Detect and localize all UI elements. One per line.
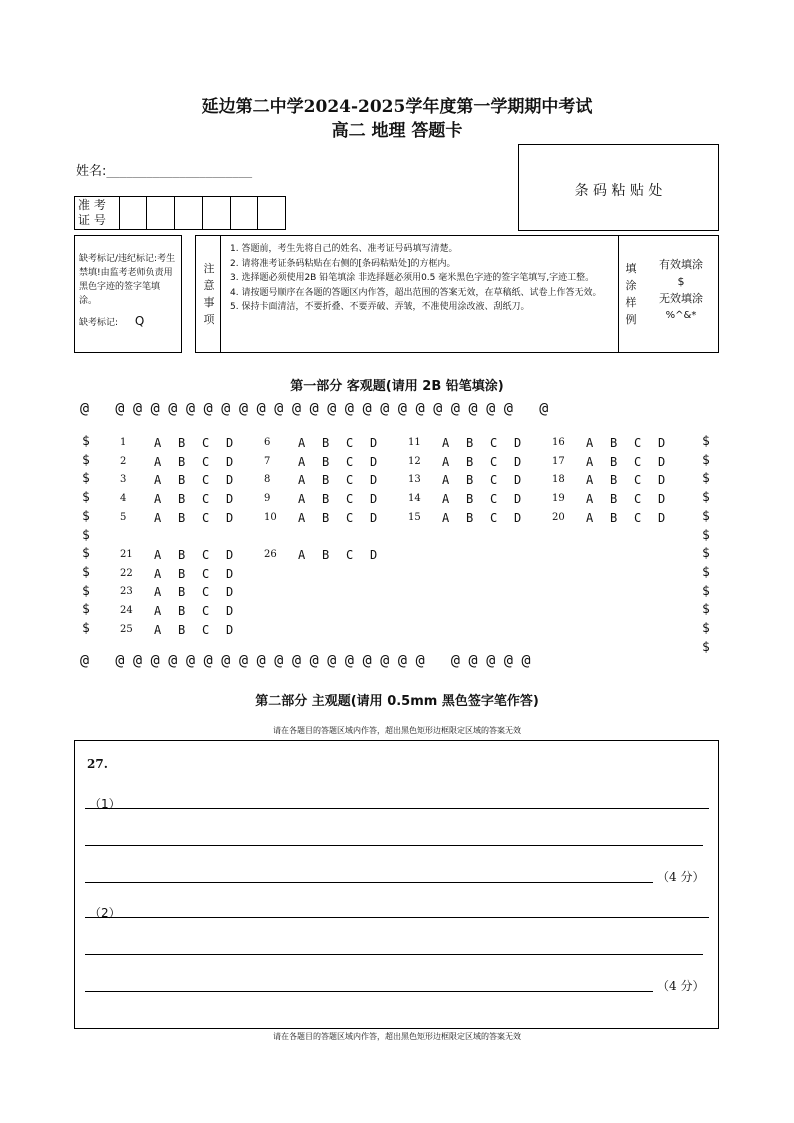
notes-label: 注 意 事 项 bbox=[203, 262, 215, 326]
question-number-16: 16 bbox=[552, 437, 565, 448]
option-21-B[interactable]: B bbox=[178, 548, 186, 562]
side-timing-mark: $ bbox=[702, 546, 710, 562]
option-24-C[interactable]: C bbox=[202, 604, 210, 619]
option-7-B[interactable]: B bbox=[322, 454, 330, 469]
option-10-B[interactable]: B bbox=[322, 510, 330, 525]
option-9-A[interactable]: A bbox=[298, 492, 306, 507]
option-3-C[interactable]: C bbox=[202, 473, 210, 488]
option-5-D[interactable]: D bbox=[226, 510, 234, 525]
exam-id-cell[interactable] bbox=[146, 197, 174, 229]
name-blank: ______________________ bbox=[106, 165, 253, 178]
side-timing-mark: $ bbox=[702, 564, 710, 580]
option-23-B[interactable]: B bbox=[178, 585, 186, 600]
option-14-A[interactable]: A bbox=[442, 492, 450, 507]
side-timing-mark: $ bbox=[82, 583, 90, 599]
side-timing-mark: $ bbox=[82, 434, 90, 449]
side-timing-mark: $ bbox=[702, 621, 710, 636]
side-timing-mark: $ bbox=[702, 602, 710, 618]
question-number-2: 2 bbox=[120, 455, 127, 467]
option-24-B[interactable]: B bbox=[178, 604, 186, 619]
question-number-8: 8 bbox=[264, 474, 271, 486]
option-6-B[interactable]: B bbox=[322, 436, 330, 450]
option-2-B[interactable]: B bbox=[178, 454, 186, 469]
question-number-18: 18 bbox=[552, 474, 565, 486]
score-label-2: （4 分） bbox=[657, 979, 705, 993]
option-4-B[interactable]: B bbox=[178, 492, 186, 507]
option-5-C[interactable]: C bbox=[202, 510, 210, 525]
option-21-C[interactable]: C bbox=[202, 548, 210, 562]
option-16-C[interactable]: C bbox=[634, 436, 642, 450]
question-number-5: 5 bbox=[120, 511, 127, 523]
option-6-C[interactable]: C bbox=[346, 436, 354, 450]
option-8-D[interactable]: D bbox=[370, 473, 378, 488]
side-timing-mark: $ bbox=[702, 508, 710, 524]
option-16-D[interactable]: D bbox=[658, 436, 666, 450]
page-title: 延边第二中学2024-2025学年度第一学期期中考试 bbox=[201, 97, 593, 117]
option-26-C[interactable]: C bbox=[346, 548, 354, 562]
option-18-D[interactable]: D bbox=[658, 473, 666, 488]
option-4-D[interactable]: D bbox=[226, 492, 234, 507]
option-15-A[interactable]: A bbox=[442, 510, 450, 525]
answer-box-27[interactable] bbox=[74, 740, 719, 1029]
side-timing-mark: $ bbox=[82, 471, 90, 487]
timing-marks-top: @ @ @ @ @ @ @ @ @ @ @ @ @ @ @ @ @ @ @ @ @ @ @ @ @ bbox=[80, 399, 549, 417]
invalid-fill-symbols: %^&* bbox=[665, 310, 697, 321]
option-17-B[interactable]: B bbox=[610, 454, 618, 469]
part1-title: 第一部分 客观题(请用 2B 铅笔填涂) bbox=[290, 379, 504, 394]
question-number-6: 6 bbox=[264, 437, 271, 448]
option-25-D[interactable]: D bbox=[226, 622, 234, 637]
option-3-B[interactable]: B bbox=[178, 473, 186, 488]
option-12-C[interactable]: C bbox=[490, 454, 498, 469]
option-23-C[interactable]: C bbox=[202, 585, 210, 600]
exam-id-cell[interactable] bbox=[174, 197, 202, 229]
option-5-B[interactable]: B bbox=[178, 510, 186, 525]
option-12-B[interactable]: B bbox=[466, 454, 474, 469]
option-10-D[interactable]: D bbox=[370, 510, 378, 525]
option-17-A[interactable]: A bbox=[586, 454, 594, 469]
option-2-C[interactable]: C bbox=[202, 454, 210, 469]
option-11-D[interactable]: D bbox=[514, 436, 522, 450]
option-7-C[interactable]: C bbox=[346, 454, 354, 469]
option-16-B[interactable]: B bbox=[610, 436, 618, 450]
option-11-C[interactable]: C bbox=[490, 436, 498, 450]
side-timing-mark: $ bbox=[82, 564, 90, 580]
question-number: 27. bbox=[87, 757, 108, 771]
option-11-B[interactable]: B bbox=[466, 436, 474, 450]
exam-id-cell[interactable] bbox=[119, 197, 147, 229]
option-9-D[interactable]: D bbox=[370, 492, 378, 507]
part2-notice-bottom: 请在各题目的答题区域内作答，超出黑色矩形边框限定区域的答案无效 bbox=[273, 1032, 521, 1041]
option-11-A[interactable]: A bbox=[442, 436, 450, 450]
option-26-D[interactable]: D bbox=[370, 548, 378, 562]
option-26-B[interactable]: B bbox=[322, 548, 330, 562]
side-timing-mark: $ bbox=[702, 434, 710, 449]
exam-id-grid[interactable] bbox=[74, 196, 286, 230]
option-8-B[interactable]: B bbox=[322, 473, 330, 488]
sub-question-1: （1） bbox=[89, 797, 121, 811]
option-16-A[interactable]: A bbox=[586, 436, 594, 450]
option-22-D[interactable]: D bbox=[226, 566, 234, 581]
option-20-C[interactable]: C bbox=[634, 510, 642, 525]
exam-id-label: 准 考 证 号 bbox=[78, 198, 106, 227]
option-4-C[interactable]: C bbox=[202, 492, 210, 507]
absent-instructions: 缺考标记/违纪标记:考生禁填!由监考老师负责用黑色字迹的签字笔填涂。 bbox=[79, 254, 176, 306]
absent-mark-label: 缺考标记: bbox=[79, 318, 119, 328]
option-1-D[interactable]: D bbox=[226, 436, 234, 450]
invalid-fill-label: 无效填涂 bbox=[659, 292, 703, 305]
side-timing-mark: $ bbox=[702, 527, 710, 543]
side-timing-mark: $ bbox=[82, 508, 90, 524]
absent-mark-bubble[interactable]: Q bbox=[134, 314, 145, 328]
option-12-D[interactable]: D bbox=[514, 454, 522, 469]
score-label-1: （4 分） bbox=[657, 870, 705, 884]
option-25-A[interactable]: A bbox=[154, 622, 162, 637]
option-3-A[interactable]: A bbox=[154, 473, 162, 488]
barcode-label: 条 码 粘 贴 处 bbox=[574, 183, 663, 199]
option-23-D[interactable]: D bbox=[226, 585, 234, 600]
part2-notice-top: 请在各题目的答题区域内作答，超出黑色矩形边框限定区域的答案无效 bbox=[273, 726, 521, 735]
question-number-17: 17 bbox=[552, 455, 565, 467]
question-number-23: 23 bbox=[120, 586, 133, 598]
option-26-A[interactable]: A bbox=[298, 548, 306, 562]
option-7-D[interactable]: D bbox=[370, 454, 378, 469]
answer-line[interactable] bbox=[85, 808, 709, 809]
question-number-3: 3 bbox=[120, 474, 127, 486]
option-14-B[interactable]: B bbox=[466, 492, 474, 507]
option-24-D[interactable]: D bbox=[226, 604, 234, 619]
answer-line[interactable] bbox=[85, 954, 703, 955]
option-8-C[interactable]: C bbox=[346, 473, 354, 488]
side-timing-mark: $ bbox=[82, 490, 90, 506]
option-1-B[interactable]: B bbox=[178, 436, 186, 450]
option-22-B[interactable]: B bbox=[178, 566, 186, 581]
side-timing-mark: $ bbox=[82, 546, 90, 562]
timing-marks-bottom: @ @ @ @ @ @ @ @ @ @ @ @ @ @ @ @ @ @ @ @ @ @ @ @ bbox=[80, 651, 531, 669]
option-1-A[interactable]: A bbox=[154, 436, 162, 450]
note-item: 3. 选择题必须使用2B 铅笔填涂 非选择题必须用0.5 毫米黑色字迹的签字笔填写,字迹工整。 bbox=[230, 273, 595, 283]
question-number-25: 25 bbox=[120, 623, 133, 635]
option-18-A[interactable]: A bbox=[586, 473, 594, 488]
option-5-A[interactable]: A bbox=[154, 510, 162, 525]
option-24-A[interactable]: A bbox=[154, 604, 162, 619]
question-number-14: 14 bbox=[408, 493, 421, 505]
option-13-A[interactable]: A bbox=[442, 473, 450, 488]
option-6-D[interactable]: D bbox=[370, 436, 378, 450]
option-19-A[interactable]: A bbox=[586, 492, 594, 507]
sub-question-2: （2） bbox=[89, 906, 121, 920]
question-number-21: 21 bbox=[120, 549, 133, 560]
option-7-A[interactable]: A bbox=[298, 454, 306, 469]
option-3-D[interactable]: D bbox=[226, 473, 234, 488]
fill-sample-label: 填 涂 样 例 bbox=[625, 262, 637, 326]
side-timing-mark: $ bbox=[702, 452, 710, 468]
option-19-D[interactable]: D bbox=[658, 492, 666, 507]
question-number-7: 7 bbox=[264, 455, 271, 467]
note-item: 4. 请按题号顺序在各题的答题区内作答，超出范围的答案无效，在草稿纸、试卷上作答无效。 bbox=[230, 287, 602, 298]
option-20-A[interactable]: A bbox=[586, 510, 594, 525]
side-timing-mark: $ bbox=[82, 452, 90, 468]
question-number-11: 11 bbox=[408, 437, 421, 448]
option-25-B[interactable]: B bbox=[178, 622, 186, 637]
option-12-A[interactable]: A bbox=[442, 454, 450, 469]
option-19-B[interactable]: B bbox=[610, 492, 618, 507]
question-number-26: 26 bbox=[264, 549, 277, 560]
note-item: 5. 保持卡面清洁，不要折叠、不要弄破、弄皱，不准使用涂改液、刮纸刀。 bbox=[230, 302, 530, 312]
question-number-12: 12 bbox=[408, 455, 421, 467]
option-13-D[interactable]: D bbox=[514, 473, 522, 488]
option-19-C[interactable]: C bbox=[634, 492, 642, 507]
option-13-C[interactable]: C bbox=[490, 473, 498, 488]
side-timing-mark: $ bbox=[82, 527, 90, 543]
option-17-C[interactable]: C bbox=[634, 454, 642, 469]
question-number-15: 15 bbox=[408, 511, 421, 523]
option-10-C[interactable]: C bbox=[346, 510, 354, 525]
valid-fill-symbol: $ bbox=[677, 275, 685, 288]
question-number-10: 10 bbox=[264, 511, 277, 523]
option-20-D[interactable]: D bbox=[658, 510, 666, 525]
option-22-A[interactable]: A bbox=[154, 566, 162, 581]
notes-box bbox=[195, 235, 719, 353]
exam-id-cell[interactable] bbox=[230, 197, 258, 229]
question-number-1: 1 bbox=[120, 437, 127, 448]
option-14-C[interactable]: C bbox=[490, 492, 498, 507]
side-timing-mark: $ bbox=[702, 490, 710, 506]
exam-id-cell[interactable] bbox=[257, 197, 285, 229]
absent-mark-box bbox=[74, 235, 182, 353]
side-timing-mark: $ bbox=[82, 621, 90, 636]
part2-title: 第二部分 主观题(请用 0.5mm 黑色签字笔作答) bbox=[255, 694, 539, 709]
question-number-19: 19 bbox=[552, 493, 565, 505]
note-item: 1. 答题前，考生先将自己的姓名、准考证号码填写清楚。 bbox=[230, 244, 458, 254]
option-15-C[interactable]: C bbox=[490, 510, 498, 525]
question-number-20: 20 bbox=[552, 511, 565, 523]
option-4-A[interactable]: A bbox=[154, 492, 162, 507]
question-number-4: 4 bbox=[120, 493, 127, 505]
question-number-9: 9 bbox=[264, 493, 271, 505]
side-timing-mark: $ bbox=[82, 602, 90, 618]
option-23-A[interactable]: A bbox=[154, 585, 162, 600]
name-field[interactable] bbox=[76, 160, 252, 179]
barcode-area bbox=[518, 144, 719, 231]
option-2-D[interactable]: D bbox=[226, 454, 234, 469]
answer-line[interactable] bbox=[85, 991, 653, 992]
option-10-A[interactable]: A bbox=[298, 510, 306, 525]
option-2-A[interactable]: A bbox=[154, 454, 162, 469]
option-6-A[interactable]: A bbox=[298, 436, 306, 450]
option-15-D[interactable]: D bbox=[514, 510, 522, 525]
option-25-C[interactable]: C bbox=[202, 622, 210, 637]
answer-line[interactable] bbox=[85, 917, 709, 918]
option-14-D[interactable]: D bbox=[514, 492, 522, 507]
option-22-C[interactable]: C bbox=[202, 566, 210, 581]
option-9-B[interactable]: B bbox=[322, 492, 330, 507]
answer-line[interactable] bbox=[85, 845, 703, 846]
side-timing-mark: $ bbox=[702, 471, 710, 487]
question-number-13: 13 bbox=[408, 474, 421, 486]
question-number-24: 24 bbox=[120, 605, 133, 617]
option-20-B[interactable]: B bbox=[610, 510, 618, 525]
side-timing-mark: $ bbox=[702, 639, 710, 655]
note-item: 2. 请将准考证条码粘贴在右侧的[条码粘贴处]的方框内。 bbox=[230, 258, 456, 269]
option-15-B[interactable]: B bbox=[466, 510, 474, 525]
option-21-D[interactable]: D bbox=[226, 548, 234, 562]
option-13-B[interactable]: B bbox=[466, 473, 474, 488]
option-9-C[interactable]: C bbox=[346, 492, 354, 507]
option-1-C[interactable]: C bbox=[202, 436, 210, 450]
option-21-A[interactable]: A bbox=[154, 548, 162, 562]
name-label: 姓名: bbox=[76, 164, 107, 179]
notes-list bbox=[230, 242, 614, 315]
page-subtitle: 高二 地理 答题卡 bbox=[331, 121, 463, 141]
question-number-22: 22 bbox=[120, 567, 133, 579]
valid-fill-label: 有效填涂 bbox=[659, 258, 703, 271]
option-18-C[interactable]: C bbox=[634, 473, 642, 488]
option-8-A[interactable]: A bbox=[298, 473, 306, 488]
answer-line[interactable] bbox=[85, 882, 653, 883]
absent-mark-row[interactable] bbox=[79, 314, 177, 330]
option-18-B[interactable]: B bbox=[610, 473, 618, 488]
fill-sample bbox=[642, 256, 720, 324]
option-17-D[interactable]: D bbox=[658, 454, 666, 469]
side-timing-mark: $ bbox=[702, 583, 710, 599]
exam-id-cell[interactable] bbox=[202, 197, 230, 229]
